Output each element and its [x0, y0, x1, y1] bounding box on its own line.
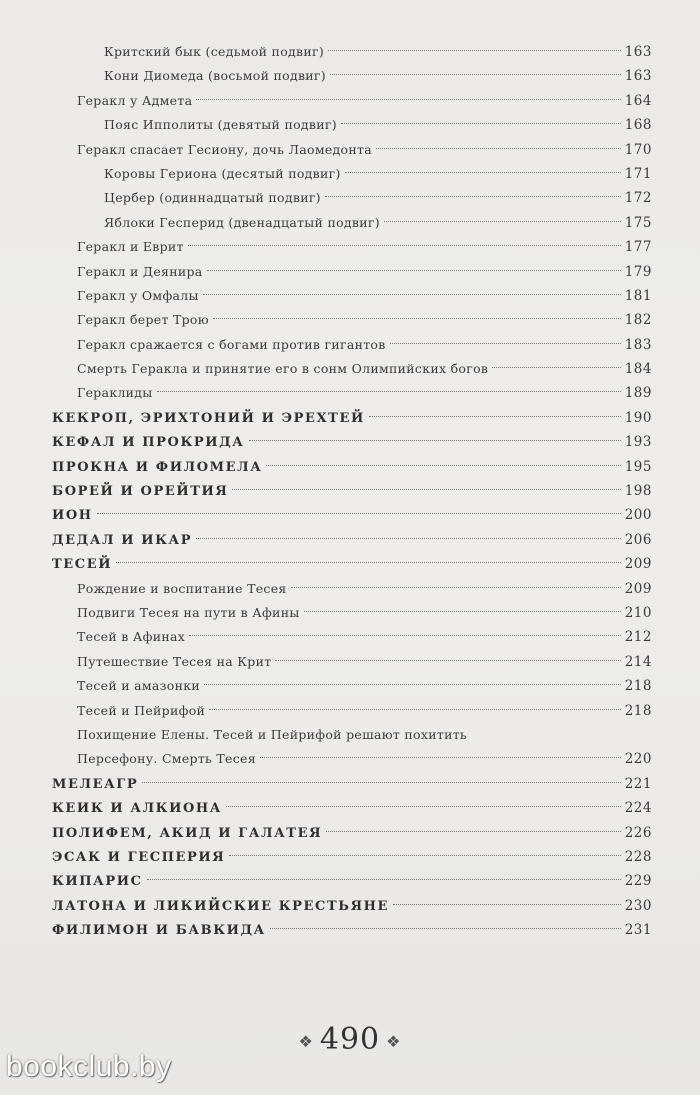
toc-entry — [52, 40, 652, 64]
toc-entry — [52, 674, 652, 698]
toc-entry-title: Цербер (одиннадцатый подвиг) — [104, 190, 321, 206]
dot-leader — [116, 562, 621, 563]
toc-entry-page: 189 — [624, 385, 652, 402]
toc-entry — [52, 138, 652, 162]
toc-chapter — [52, 894, 652, 918]
toc-chapter — [52, 430, 652, 454]
dot-leader — [97, 513, 621, 514]
toc-entry-title: Тесей и амазонки — [77, 678, 200, 694]
toc-entry — [52, 89, 652, 113]
toc-chapter-title: ПОЛИФЕМ, АКИД И ГАЛАТЕЯ — [52, 825, 323, 841]
dot-leader — [390, 343, 621, 344]
dot-leader — [226, 806, 621, 807]
toc-entry-title: Геракл и Деянира — [77, 263, 203, 279]
toc-entry — [52, 113, 652, 137]
toc-entry-page: 163 — [624, 44, 652, 60]
toc-entry — [52, 211, 652, 235]
toc-entry-page: 218 — [624, 702, 652, 719]
toc-entry-title: Геракл и Еврит — [77, 239, 184, 255]
watermark: bookclub.by — [6, 1050, 172, 1083]
dot-leader — [275, 660, 620, 661]
toc-entry-title: Смерть Геракла и принятие его в сонм Олимпийских богов — [77, 361, 489, 377]
toc-entry — [52, 699, 652, 723]
toc-entry-page: 218 — [624, 678, 652, 695]
toc-chapter — [52, 406, 652, 430]
toc-chapter — [52, 503, 652, 527]
toc-chapter-title: ЛАТОНА И ЛИКИЙСКИЕ КРЕСТЬЯНЕ — [52, 898, 390, 914]
toc-chapter-title: ТЕСЕЙ — [52, 557, 113, 573]
toc-chapter-page: 190 — [624, 409, 652, 426]
dot-leader — [384, 221, 621, 222]
toc-chapter-title: ИОН — [52, 508, 93, 524]
toc-entry — [52, 284, 652, 308]
toc-entry-title: Тесей в Афинах — [77, 629, 186, 645]
toc-chapter-title: ЭСАК И ГЕСПЕРИЯ — [52, 849, 226, 865]
toc-chapter — [52, 772, 652, 796]
toc-entry — [52, 186, 652, 210]
toc-entry-page: 175 — [624, 214, 652, 231]
toc-entry-title: Яблоки Гесперид (двенадцатый подвиг) — [104, 214, 380, 230]
toc-entry — [52, 333, 652, 357]
toc-chapter-page: 226 — [624, 824, 652, 841]
toc-entry-title-line: Похищение Елены. Тесей и Пейрифой решают похитить — [77, 726, 468, 742]
dot-leader — [304, 611, 621, 612]
dot-leader — [325, 196, 621, 197]
toc-chapter-page: 200 — [624, 507, 652, 524]
dot-leader — [213, 318, 621, 319]
toc-chapter-page: 193 — [624, 434, 652, 451]
toc-entry — [52, 308, 652, 332]
toc-chapter — [52, 845, 652, 869]
toc-entry-page: 214 — [624, 653, 652, 670]
toc-chapter-title: КЕКРОП, ЭРИХТОНИЙ И ЭРЕХТЕЙ — [52, 410, 365, 426]
toc-entry-title: Геракл сражается с богами против гигантов — [77, 336, 386, 352]
toc-chapter — [52, 821, 652, 845]
toc-entry-title: Коровы Гериона (десятый подвиг) — [104, 165, 341, 181]
dot-leader — [142, 782, 620, 783]
dot-leader — [157, 391, 621, 392]
toc-entry-page: 181 — [624, 287, 652, 304]
toc-chapter-title: КЕФАЛ И ПРОКРИДА — [52, 435, 245, 451]
toc-chapter-page: 221 — [624, 775, 652, 792]
toc-chapter — [52, 918, 652, 942]
toc-entry — [52, 235, 652, 259]
toc-entry — [52, 577, 652, 601]
dot-leader — [326, 831, 621, 832]
toc-entry-title: Критский бык (седьмой подвиг) — [104, 44, 325, 59]
toc-entry-page: 168 — [624, 117, 652, 134]
toc-chapter-page: 229 — [624, 873, 652, 890]
dot-leader — [209, 709, 621, 710]
toc-chapter-title: БОРЕЙ И ОРЕЙТИЯ — [52, 484, 229, 500]
toc-chapter — [52, 528, 652, 552]
toc-chapter-page: 209 — [624, 556, 652, 573]
toc-entry — [52, 64, 652, 88]
toc-chapter-title: ПРОКНА И ФИЛОМЕЛА — [52, 459, 263, 475]
toc-chapter-title: КИПАРИС — [52, 874, 143, 890]
dot-leader — [196, 99, 620, 100]
toc-chapter-title: ФИЛИМОН И БАВКИДА — [52, 923, 266, 939]
toc-chapter-page: 195 — [624, 458, 652, 475]
toc-entry-title: Путешествие Тесея на Крит — [77, 653, 272, 669]
dot-leader — [492, 367, 620, 368]
dot-leader — [270, 928, 621, 929]
toc-chapter-title: МЕЛЕАГР — [52, 776, 139, 792]
toc-chapter — [52, 479, 652, 503]
dot-leader — [196, 538, 621, 539]
toc-chapter — [52, 869, 652, 893]
toc-chapter — [52, 552, 652, 576]
toc-entry-title: Кони Диомеда (восьмой подвиг) — [104, 68, 326, 84]
ornament-left-icon: ❖ — [298, 1031, 314, 1051]
dot-leader — [204, 684, 621, 685]
toc-entry-page: 212 — [624, 629, 652, 646]
dot-leader — [203, 294, 621, 295]
dot-leader — [345, 172, 621, 173]
table-of-contents — [52, 40, 652, 942]
dot-leader — [376, 148, 621, 149]
dot-leader — [369, 416, 621, 417]
toc-entry — [52, 601, 652, 625]
dot-leader — [266, 465, 620, 466]
toc-entry-title: Геракл у Омфалы — [77, 287, 199, 303]
toc-chapter-page: 231 — [624, 922, 652, 939]
toc-entry — [52, 260, 652, 284]
dot-leader — [189, 635, 621, 636]
toc-entry-title: Геракл у Адмета — [77, 92, 193, 108]
toc-chapter-title: ДЕДАЛ И ИКАР — [52, 532, 193, 548]
toc-chapter-page: 224 — [624, 800, 652, 817]
toc-entry-page: 163 — [624, 68, 652, 85]
toc-entry — [52, 357, 652, 381]
dot-leader — [291, 587, 621, 588]
toc-entry-page: 179 — [624, 263, 652, 280]
toc-entry-page: 177 — [624, 239, 652, 256]
toc-entry-title: Геракл берет Трою — [77, 312, 209, 328]
toc-entry — [52, 625, 652, 649]
toc-entry — [52, 650, 652, 674]
toc-entry-title: Геракл спасает Гесиону, дочь Лаомедонта — [77, 141, 372, 157]
dot-leader — [207, 270, 621, 271]
toc-entry-page: 220 — [624, 751, 652, 768]
ornament-right-icon: ❖ — [386, 1031, 402, 1051]
dot-leader — [393, 904, 621, 905]
toc-entry-title: Пояс Ипполиты (девятый подвиг) — [104, 117, 337, 133]
toc-entry-page: 184 — [624, 361, 652, 378]
dot-leader — [249, 440, 621, 441]
toc-entry-page: 172 — [624, 190, 652, 207]
toc-entry-page: 209 — [624, 580, 652, 597]
toc-entry — [52, 381, 652, 405]
toc-chapter — [52, 796, 652, 820]
page-number-value: 490 — [319, 1022, 381, 1057]
toc-entry-page: 171 — [624, 165, 652, 182]
dot-leader — [188, 245, 621, 246]
toc-chapter-title: КЕИК И АЛКИОНА — [52, 801, 222, 817]
toc-entry-title: Гераклиды — [77, 385, 153, 401]
toc-chapter-page: 206 — [624, 531, 652, 548]
toc-entry-title: Подвиги Тесея на пути в Афины — [77, 604, 300, 620]
toc-entry-page: 164 — [624, 92, 652, 109]
dot-leader — [330, 74, 621, 75]
toc-entry — [52, 747, 652, 771]
toc-chapter-page: 198 — [624, 483, 652, 500]
toc-entry-title: Рождение и воспитание Тесея — [77, 580, 287, 596]
toc-entry-page: 170 — [624, 141, 652, 158]
toc-entry — [52, 162, 652, 186]
toc-chapter-page: 228 — [624, 848, 652, 865]
dot-leader — [147, 879, 621, 880]
toc-entry-title: Персефону. Смерть Тесея — [77, 751, 256, 767]
toc-chapter-page: 230 — [624, 897, 652, 914]
dot-leader — [229, 855, 620, 856]
toc-chapter — [52, 455, 652, 479]
toc-entry-page: 210 — [624, 604, 652, 621]
toc-entry-page: 183 — [624, 336, 652, 353]
dot-leader — [328, 50, 621, 51]
toc-entry-title: Тесей и Пейрифой — [77, 702, 206, 718]
toc-entry-page: 182 — [624, 312, 652, 329]
dot-leader — [232, 489, 620, 490]
dot-leader — [260, 757, 621, 758]
dot-leader — [341, 123, 621, 124]
